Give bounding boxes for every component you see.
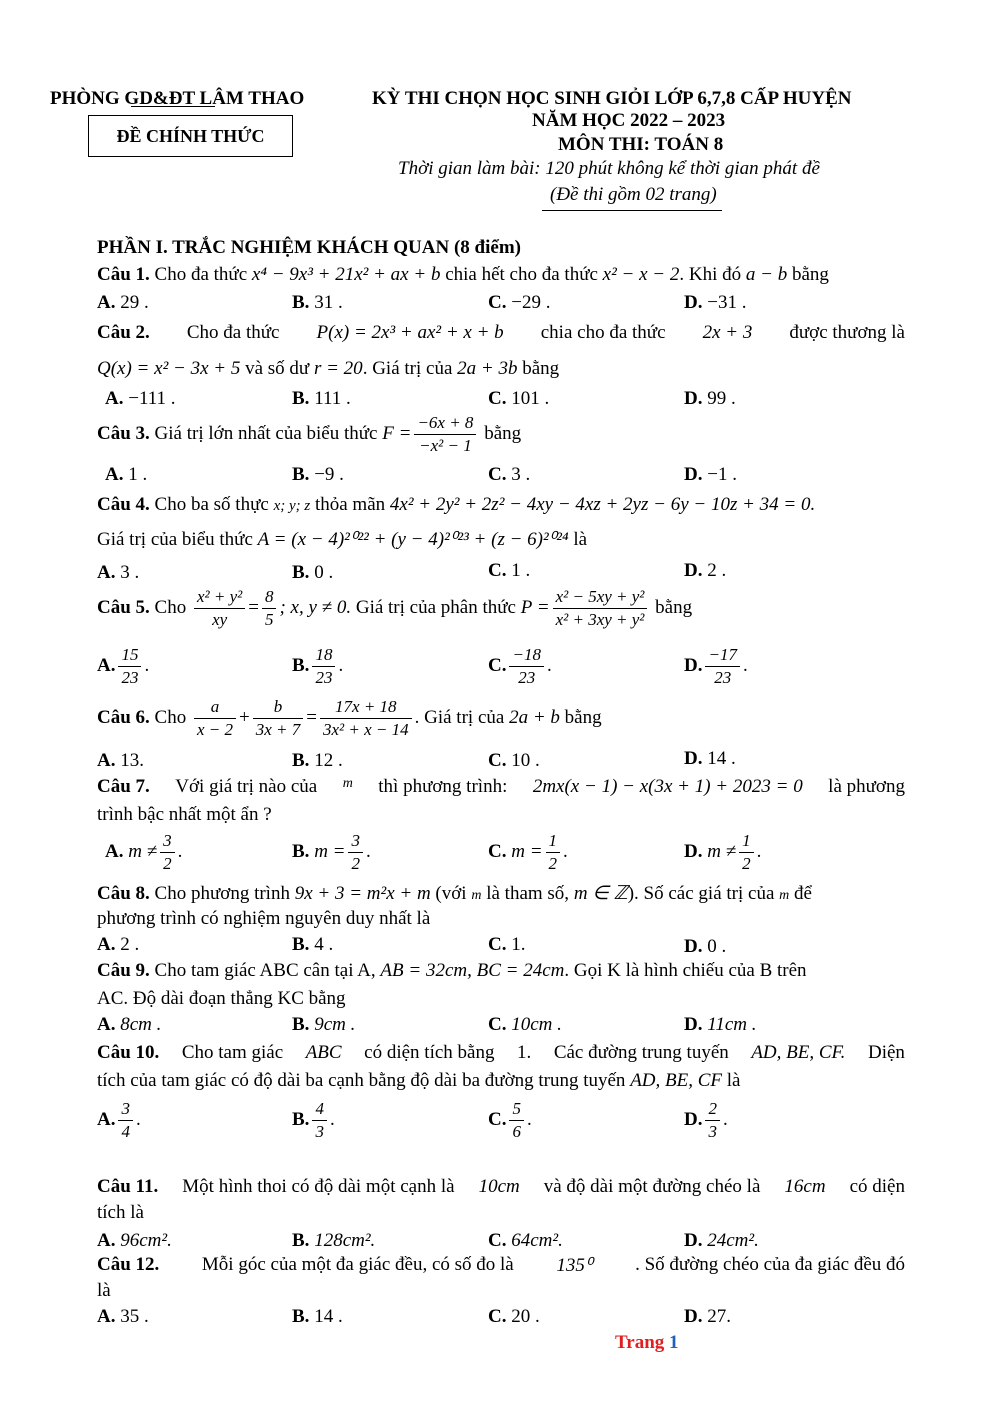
q7-option-d: D. m ≠ $\frac{1}{2}$ . [684,831,762,873]
q8-option-c: C. 1. [488,934,526,955]
q12-option-a: A. 35 . [97,1306,149,1327]
q5-option-a: A. $\frac{15}{23}$ . [97,645,150,687]
q5-option-c: C. $\frac{-18}{23}$ . [488,645,552,687]
q12-option-c: C. 20 . [488,1306,540,1327]
q4-option-c: C. 1 . [488,560,531,581]
q9-option-a: A. 8cm . [97,1014,162,1035]
q1-option-d: D. −31 . [684,292,747,313]
q7-option-a: A. m ≠ $\frac{3}{2}$ . [105,831,183,873]
q2-option-a: A. −111 . [105,388,176,409]
q11-option-b: B. 128cm². [292,1230,376,1251]
q1-option-b: B. 31 . [292,292,343,313]
q4-option-b: B. 0 . [292,562,334,583]
q9-option-d: D. 11cm . [684,1014,757,1035]
question-11-line2: tích là [97,1202,144,1223]
question-4: Câu 4. Cho ba số thực x; y; z thỏa mãn 4x² + 2y² + 2z² − 4xy − 4xz + 2yz − 6y − 10z + 34 = 0. [97,494,816,515]
q11-option-a: A. 96cm². [97,1230,172,1251]
question-12-line2: là [97,1280,111,1301]
question-2-line2: Q(x) = x² − 3x + 5 và số dư r = 20. Giá trị của 2a + 3b bằng [97,358,560,379]
q5-option-d: D. $\frac{-17}{23}$ . [684,645,748,687]
q11-option-d: D. 24cm². [684,1230,759,1251]
q3-option-a: A. 1 . [105,464,148,485]
question-11: Câu 11. Một hình thoi có độ dài một cạnh là 10cm và độ dài một đường chéo là 16cm có diện [97,1176,905,1197]
question-5: Câu 5. Cho $\frac{\text{x² + y²}}{xy}$ = $\frac{8}{5}$ ; x, y ≠ 0. Giá trị của phân thức P = $\frac{\text{x² − 5xy + y²}}{\text{x² + 3xy + y²}}$ bằng [97,587,693,629]
q10-option-c: C. $\frac{5}{6}$ . [488,1099,532,1141]
question-7: Câu 7. Với giá trị nào của m thì phương trình: 2mx(x − 1) − x(3x + 1) + 2023 = 0 là phương [97,776,905,797]
q3-option-b: B. −9 . [292,464,344,485]
dept-underline [131,106,215,107]
q8-option-a: A. 2 . [97,934,140,955]
page-number: Trang 1 [615,1332,679,1353]
q12-option-d: D. 27. [684,1306,731,1327]
q3-option-c: C. 3 . [488,464,531,485]
q2-option-c: C. 101 . [488,388,550,409]
q6-option-c: C. 10 . [488,750,540,771]
q8-option-b: B. 4 . [292,934,334,955]
q10-option-d: D. $\frac{2}{3}$ . [684,1099,728,1141]
subject: MÔN THI: TOÁN 8 [558,134,724,155]
q5-option-b: B. $\frac{18}{23}$ . [292,645,344,687]
q10-option-b: B. $\frac{4}{3}$ . [292,1099,335,1141]
question-6: Câu 6. Cho $\frac{a}{x - 2}$ + $\frac{b}{3x + 7}$ = $\frac{17x + 18}{\text{3x² + x − 14}}$ . Giá trị của 2a + b bằng [97,697,602,739]
time-note: Thời gian làm bài: 120 phút không kể thời gian phát đề [398,158,820,179]
question-1: Câu 1. Cho đa thức x⁴ − 9x³ + 21x² + ax + b chia hết cho đa thức x² − x − 2. Khi đó a − b bằng [97,264,829,285]
question-10: Câu 10. Cho tam giác ABC có diện tích bằng 1. Các đường trung tuyến AD, BE, CF. Diện [97,1042,905,1063]
question-9: Câu 9. Cho tam giác ABC cân tại A, AB = 32cm, BC = 24cm. Gọi K là hình chiếu của B trên [97,960,807,981]
q7-option-b: B. m = $\frac{3}{2}$ . [292,831,371,873]
q4-option-d: D. 2 . [684,560,727,581]
pages-note: (Đề thi gồm 02 trang) [550,184,717,205]
q2-option-b: B. 111 . [292,388,351,409]
q6-option-d: D. 14 . [684,748,736,769]
q8-option-d: D. 0 . [684,936,727,957]
question-12: Câu 12. Mỗi góc của một đa giác đều, có số đo là 135⁰ . Số đường chéo của đa giác đều đó [97,1254,905,1276]
question-2: Câu 2. Cho đa thức P(x) = 2x³ + ax² + x + b chia cho đa thức 2x + 3 được thương là [97,322,905,343]
q2-option-d: D. 99 . [684,388,736,409]
q12-option-b: B. 14 . [292,1306,343,1327]
official-box: ĐỀ CHÍNH THỨC [88,115,293,157]
q1-option-a: A. 29 . [97,292,149,313]
question-9-line2: AC. Độ dài đoạn thẳng KC bằng [97,988,346,1009]
question-8: Câu 8. Cho phương trình 9x + 3 = m²x + m (với m là tham số, m ∈ ℤ). Số các giá trị của m để [97,883,812,904]
q9-option-c: C. 10cm . [488,1014,562,1035]
q3-option-d: D. −1 . [684,464,737,485]
question-3: Câu 3. Giá trị lớn nhất của biểu thức F = $\frac{-6x + 8}{\text{−x² − 1}}$ bằng [97,413,522,455]
question-10-line2: tích của tam giác có độ dài ba cạnh bằng độ dài ba đường trung tuyến AD, BE, CF là [97,1070,741,1091]
header-rule [542,210,722,211]
q7-option-c: C. m = $\frac{1}{2}$ . [488,831,568,873]
q6-option-b: B. 12 . [292,750,343,771]
section-title: PHẦN I. TRẮC NGHIỆM KHÁCH QUAN (8 điểm) [97,237,521,258]
q11-option-c: C. 64cm². [488,1230,563,1251]
question-7-line2: trình bậc nhất một ẩn ? [97,804,272,825]
department: PHÒNG GD&ĐT LÂM THAO [50,88,305,109]
q9-option-b: B. 9cm . [292,1014,356,1035]
question-4-line2: Giá trị của biểu thức A = (x − 4)²⁰²² + (y − 4)²⁰²³ + (z − 6)²⁰²⁴ là [97,529,588,550]
q1-option-c: C. −29 . [488,292,551,313]
question-8-line2: phương trình có nghiệm nguyên duy nhất là [97,908,431,929]
q6-option-a: A. 13. [97,750,144,771]
q10-option-a: A. $\frac{3}{4}$ . [97,1099,141,1141]
school-year: NĂM HỌC 2022 – 2023 [532,110,726,131]
exam-title: KỲ THI CHỌN HỌC SINH GIỎI LỚP 6,7,8 CẤP HUYỆN [372,88,852,109]
q4-option-a: A. 3 . [97,562,140,583]
